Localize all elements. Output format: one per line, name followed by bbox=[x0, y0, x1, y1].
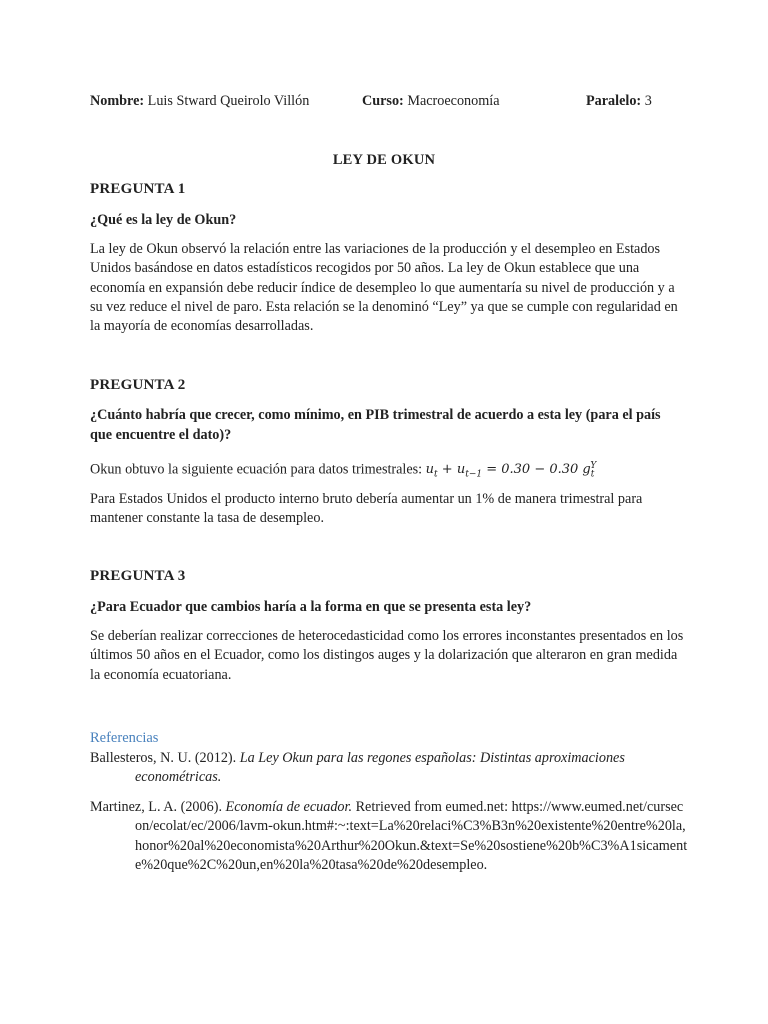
section-2-answer-intro: Okun obtuvo la siguiente ecuación para datos trimestrales: bbox=[90, 461, 423, 478]
reference-authors: Martinez, L. A. (2006). bbox=[90, 799, 222, 815]
paralelo-field bbox=[586, 93, 652, 110]
references-title: Referencias bbox=[90, 730, 159, 746]
section-3-answer: Se deberían realizar correcciones de heterocedasticidad como los errores inconstantes presentados en los últimos 50 años en el Ecuador, como los distingos auges y la dolarización que alteraron en gran medida la economía ecuatoriana. bbox=[90, 628, 684, 683]
section-1-answer: La ley de Okun observó la relación entre las variaciones de la producción y el desempleo en Estados Unidos basándose en datos estadísticos recogidos por 50 años. La ley de Okun establece que una economía en expansión debe reducir índice de desempleo lo que aumentaría su nivel de producción y a su vez reduce el nivel de paro. Esta relación se la denominó “Ley” ya que se cumple con regularidad en la mayoría de economías desarrolladas. bbox=[90, 241, 678, 335]
paralelo-label: Paralelo: bbox=[586, 93, 642, 109]
section-2-heading: PREGUNTA 2 bbox=[90, 377, 186, 393]
curso-label: Curso: bbox=[362, 93, 404, 109]
section-1-heading: PREGUNTA 1 bbox=[90, 181, 186, 197]
student-header bbox=[90, 93, 690, 110]
section-3-question: ¿Para Ecuador que cambios haría a la forma en que se presenta esta ley? bbox=[90, 599, 532, 615]
section-2-equation-line bbox=[90, 456, 690, 485]
reference-item bbox=[90, 749, 690, 788]
section-2-answer: Para Estados Unidos el producto interno bruto debería aumentar un 1% de manera trimestral para mantener constante la tasa de desempleo. bbox=[90, 491, 643, 527]
reference-authors: Ballesteros, N. U. (2012). bbox=[90, 750, 237, 766]
section-1-question: ¿Qué es la ley de Okun? bbox=[90, 212, 237, 228]
document-title: LEY DE OKUN bbox=[332, 152, 436, 168]
reference-work: La Ley Okun para las regones españolas: Distintas aproximaciones econométricas. bbox=[135, 750, 625, 786]
nombre-label: Nombre: bbox=[90, 93, 145, 109]
nombre-field bbox=[90, 93, 362, 110]
reference-source: Retrieved from eumed.net: https://www.eumed.net/cursecon/ecolat/ec/2006/lavm-okun.htm#:~:text=La%20relaci%C3%B3n%20existente%20entre%20la,honor%20al%20economista%20Arthur%20Okun.&text=Se%20sostiene%20b%C3%A1sicamente%20que%2C%20un,en%20la%20tasa%20de%20desempleo. bbox=[135, 799, 688, 873]
section-2-question: ¿Cuánto habría que crecer, como mínimo, en PIB trimestral de acuerdo a esta ley (para el país que encuentre el dato)? bbox=[90, 407, 661, 443]
okun-equation: $u_t + u_{t-1} = 0.30 - 0.30$ $g_t^Y$ bbox=[425, 461, 597, 480]
paralelo-value: 3 bbox=[644, 93, 652, 109]
reference-item bbox=[90, 798, 690, 875]
reference-work: Economía de ecuador. bbox=[225, 799, 353, 815]
curso-field bbox=[362, 93, 586, 110]
nombre-value: Luis Stward Queirolo Villón bbox=[147, 93, 310, 109]
section-3-heading: PREGUNTA 3 bbox=[90, 568, 186, 584]
curso-value: Macroeconomía bbox=[407, 93, 500, 109]
